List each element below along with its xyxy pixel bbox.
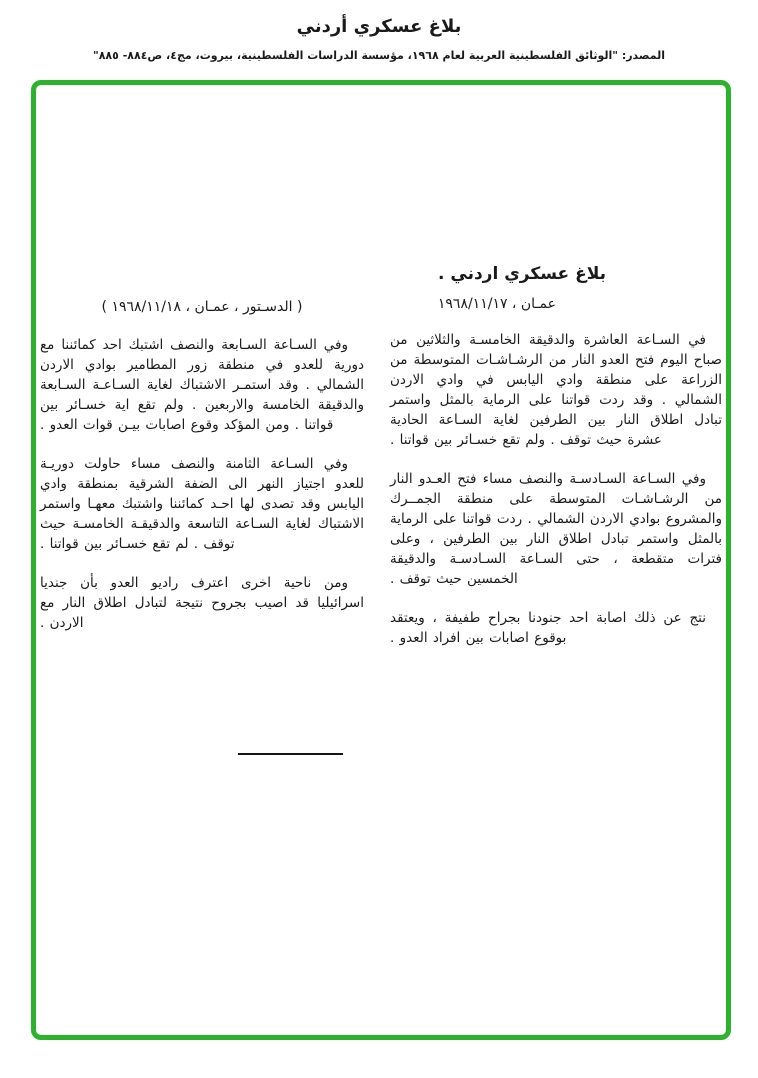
newspaper-paragraph-1: وفي السـاعة السـابعة والنصف اشتبك احد كمائننا مع دورية للعدو في منطقة زور المطامير بوادي الاردن الشمالي . وقد استمـر الاشتباك لغاية السـاعـة السـابعة والدقيقة الخامسة والاربعين . ولم تقع اية خسـائر بين قواتنا . ومن المؤكد وقوع اصابات بيـن قوات العدو . (40, 337, 364, 433)
page-title: بلاغ عسكري أردني (296, 16, 462, 37)
communique-paragraph-2: وفي السـاعة السـادسـة والنصف مساء فتح العـدو النار من الرشـاشـات المتوسطة على منطقة الجمــرك والمشروع بوادي الاردن الشمالي . ردت قواتنا على الرماية بالمثل واستمر تبادل اطلاق النار بين الطرفين ، وعلى فترات متقطعة ، حتى السـاعة السـادسـة والدقيقة الخمسين حيث توقف . (390, 471, 722, 587)
newspaper-source-header: ( الدسـتور ، عمـان ، ١٩٦٨/١١/١٨ ) (101, 299, 303, 315)
source-citation: المصدر: "الوثائق الفلسطينية العربية لعام ١٩٦٨، مؤسسة الدراسات الفلسطينية، بيروت، مج٤، ص٨٨٤- ٨٨٥" (92, 49, 666, 62)
newspaper-paragraph-3: ومن ناحية اخرى اعترف راديو العدو بأن جنديا اسرائيليا قد اصيب بجروح نتيجة لتبادل اطلاق النار مع الاردن . (40, 575, 364, 631)
communique-paragraph-3: نتج عن ذلك اصابة احد جنودنا بجراح طفيفة ، ويعتقد بوقوع اصابات بين افراد العدو . (390, 610, 706, 646)
communique-column (390, 264, 722, 667)
newspaper-column (40, 297, 364, 652)
newspaper-paragraph-2: وفي السـاعة الثامنة والنصف مساء حاولت دوريـة للعدو اجتياز النهر الى الضفة الشرقية بمنطقة وادي اليابس وقد تصدى لها احـد كمائننا واشتبك معهـا واستمر الاشتباك لغاية السـاعة التاسعة والدقيقـة الخامسـة حيث توقف . لم تقع خسـائر بين قواتنا . (40, 456, 364, 552)
communique-heading: بلاغ عسكري اردني . (438, 264, 606, 284)
section-divider (238, 753, 343, 755)
communique-dateline: عمـان ، ١٩٦٨/١١/١٧ (437, 296, 556, 312)
communique-paragraph-1: في السـاعة العاشرة والدقيقة الخامسـة والثلاثين من صباح اليوم فتح العدو النار من الرشـاشـات المتوسطة من الزراعة على منطقة وادي اليابس في وادي الاردن الشمالي . وقد ردت قواتنا على الرماية بالمثل واستمر تبادل اطلاق النار بين الطرفين لغاية السـاعة الحادية عشرة حيث توقف . ولم تقع خسـائر بين قواتنا . (390, 332, 722, 448)
